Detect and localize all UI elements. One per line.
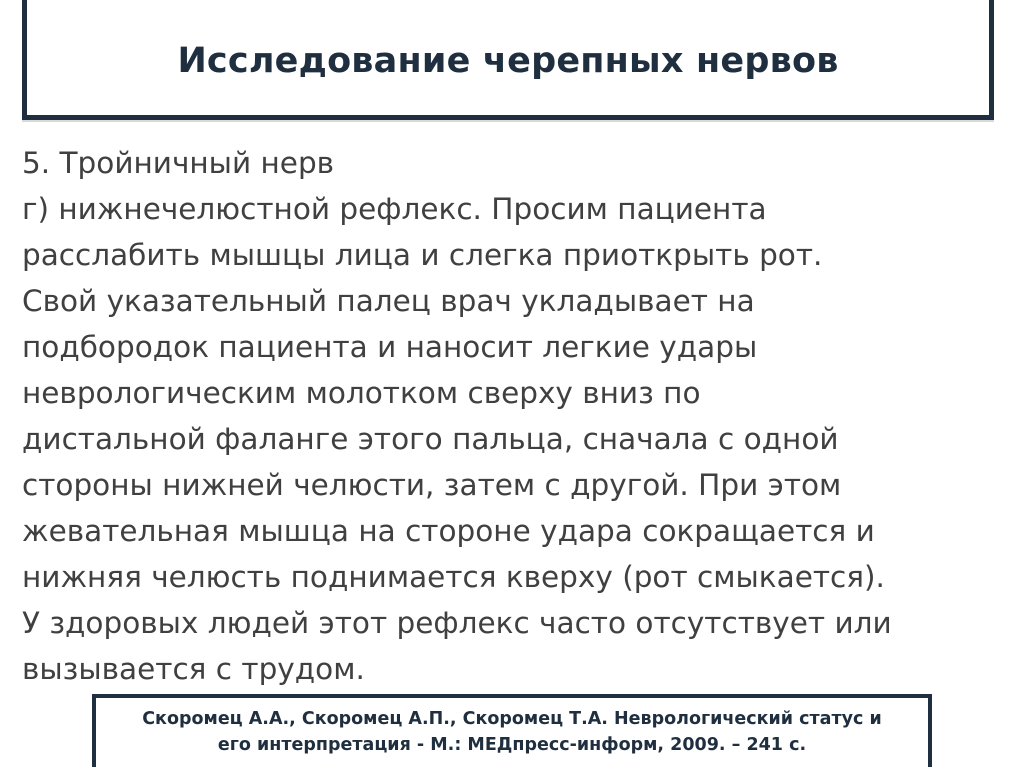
body-line: Свой указательный палец врач укладывает на <box>22 284 755 318</box>
body-line: дистальной фаланге этого пальца, сначала с одной <box>22 422 839 456</box>
reference-frame <box>92 694 932 767</box>
body-line: подбородок пациента и наносит легкие удары <box>22 330 758 364</box>
body-line: неврологическим молотком сверху вниз по <box>22 376 701 410</box>
body-line-heading: 5. Тройничный нерв <box>22 146 335 180</box>
body-line: У здоровых людей этот рефлекс часто отсутствует или <box>22 606 892 640</box>
body-line: стороны нижней челюсти, затем с другой. При этом <box>22 468 842 502</box>
body-line: жевательная мышца на стороне удара сокращается и <box>22 514 875 548</box>
body-line: г) нижнечелюстной рефлекс. Просим пациента <box>22 192 767 226</box>
slide-body-text <box>22 140 1012 692</box>
reference-line: его интерпретация - М.: МЕДпресс-информ, 2009. – 241 с. <box>217 735 807 755</box>
body-line: расслабить мышцы лица и слегка приоткрыть рот. <box>22 238 823 272</box>
slide-title: Исследование черепных нервов <box>177 40 839 81</box>
title-frame <box>22 0 994 120</box>
reference-line: Скоромец А.А., Скоромец А.П., Скоромец Т.А. Неврологический статус и <box>142 709 882 729</box>
body-line: вызывается с трудом. <box>22 652 365 686</box>
body-line: нижняя челюсть поднимается кверху (рот смыкается). <box>22 560 885 594</box>
